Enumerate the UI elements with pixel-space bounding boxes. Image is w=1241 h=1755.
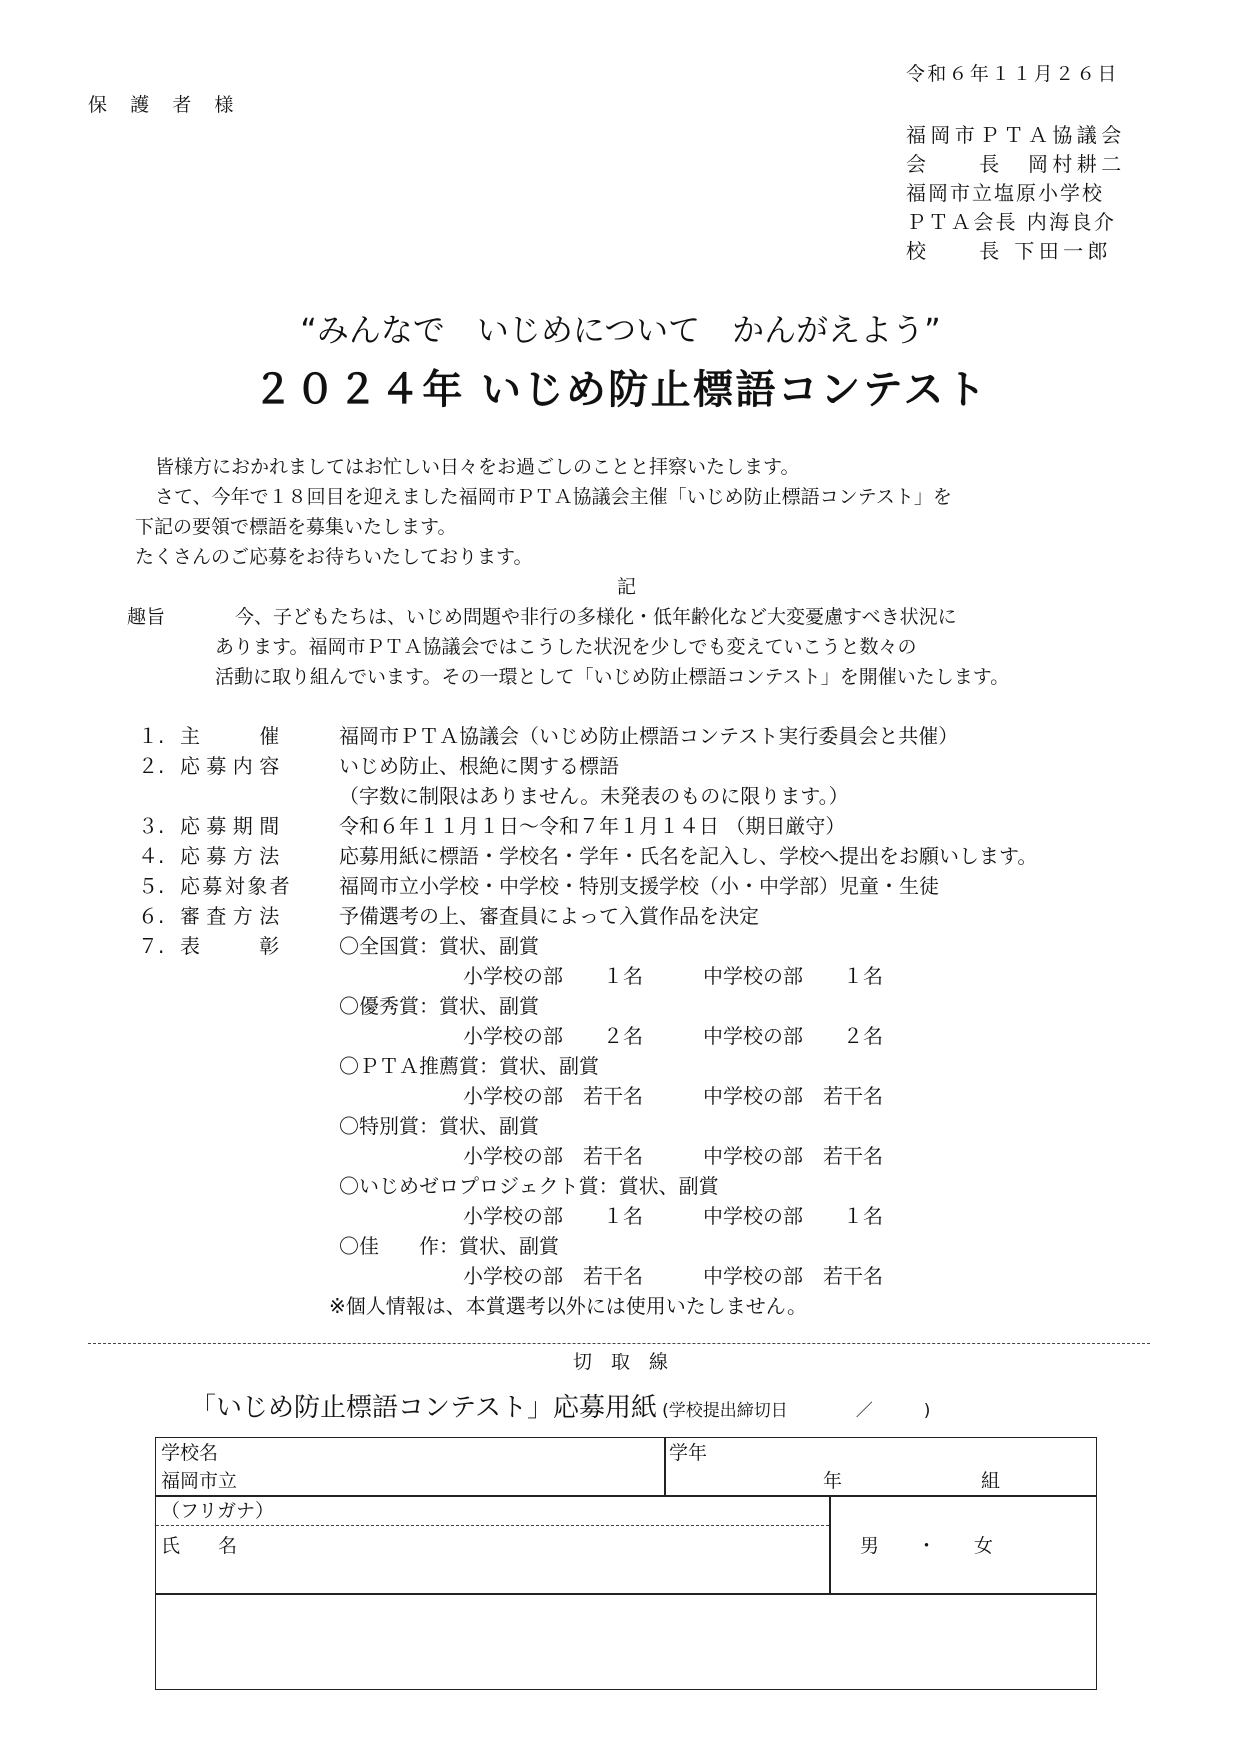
item-text: 予備選考の上、審査員によって入賞作品を決定 [339,904,759,928]
item-text: 応募用紙に標語・学校名・学年・氏名を記入し、学校へ提出をお願いします。 [339,844,1038,868]
item-number: ６. [138,904,165,928]
slogan-entry-field[interactable] [156,1595,1096,1689]
item-label: 応募内容 [180,754,286,778]
purpose-line: あります。福岡市ＰＴＡ協議会ではこうした状況を少しでも変えていこうと数々の [215,636,917,658]
furigana-divider [156,1525,829,1526]
ki-heading: 記 [617,576,637,598]
school-field[interactable]: 福岡市立 [161,1470,238,1492]
gender-select[interactable]: 男 ・ 女 [860,1535,994,1557]
furigana-field[interactable]: （フリガナ） [161,1500,275,1522]
award-count-elementary: 小学校の部 若干名 [463,1264,643,1288]
award-title: 〇佳 作：賞状、副賞 [339,1234,559,1258]
award-count-junior: 中学校の部 １名 [703,1204,883,1228]
list-item-note [339,783,849,809]
sender-line: 福岡市ＰＴＡ協議会 [906,123,1126,147]
cut-line-label: 切 取 線 [572,1351,668,1373]
form-row-divider [156,1495,1096,1497]
item-text: （字数に制限はありません。未発表のものに限ります。） [339,784,849,808]
sender-line: ＰＴＡ会長 内海良介 [906,210,1117,234]
purpose-label: 趣旨 [127,606,166,628]
list-item [138,903,759,929]
award-title: 〇ＰＴＡ推薦賞：賞状、副賞 [339,1054,599,1078]
item-number: ２. [138,754,165,778]
award-title: 〇優秀賞：賞状、副賞 [339,994,539,1018]
item-text: 福岡市ＰＴＡ協議会（いじめ防止標語コンテスト実行委員会と共催） [339,724,959,748]
item-number: ５. [138,874,165,898]
item-text: 〇全国賞：賞状、副賞 [339,934,539,958]
page-title: ２０２４年 いじめ防止標語コンテスト [252,367,989,413]
form-deadline: (学校提出締切日 ／ ) [662,1401,931,1421]
award-count-elementary: 小学校の部 若干名 [463,1144,643,1168]
item-number: ７. [138,934,165,958]
school-label: 学校名 [161,1442,219,1464]
award-count-junior: 中学校の部 ２名 [703,1024,883,1048]
item-label: 主 催 [180,724,286,748]
form-heading [190,1392,930,1424]
item-label: 審査方法 [180,904,286,928]
sender-line: 福岡市立塩原小学校 [906,181,1104,205]
grade-label: 学年 [669,1442,708,1464]
list-item [138,723,958,749]
item-number: ３. [138,814,165,838]
intro-line: さて、今年で１８回目を迎えました福岡市ＰＴＡ協議会主催「いじめ防止標語コンテスト」を [155,486,952,508]
award-count-elementary: 小学校の部 １名 [463,964,643,988]
list-item [138,933,539,959]
item-label: 応募期間 [180,814,286,838]
list-item [138,813,845,839]
award-count-elementary: 小学校の部 若干名 [463,1084,643,1108]
form-col-divider [664,1438,666,1495]
document-date: 令和６年１１月２６日 [906,63,1119,85]
list-item [138,873,939,899]
award-count-elementary: 小学校の部 ２名 [463,1024,643,1048]
addressee: 保 護 者 様 [88,94,242,116]
award-count-junior: 中学校の部 １名 [703,964,883,988]
award-title: 〇特別賞：賞状、副賞 [339,1114,539,1138]
purpose-line: 活動に取り組んでいます。その一環として「いじめ防止標語コンテスト」を開催いたします。 [215,666,1010,688]
slogan: “みんなで いじめについて かんがえよう” [300,311,941,349]
cut-line-divider [88,1343,1150,1344]
grade-class-field[interactable]: 組 [981,1470,1001,1492]
privacy-note: ※個人情報は、本賞選考以外には使用いたしません。 [329,1294,807,1318]
award-count-elementary: 小学校の部 １名 [463,1204,643,1228]
entry-form [155,1437,1097,1690]
item-text: 福岡市立小学校・中学校・特別支援学校（小・中学部）児童・生徒 [339,874,939,898]
sender-line: 校 長 下田一郎 [906,239,1112,263]
award-count-junior: 中学校の部 若干名 [703,1264,883,1288]
intro-line: たくさんのご応募をお待ちいたしております。 [135,546,533,568]
form-col-divider [829,1495,831,1593]
item-label: 表 彰 [180,934,286,958]
item-number: １. [138,724,165,748]
item-text: いじめ防止、根絶に関する標語 [339,754,619,778]
name-field[interactable]: 氏 名 [161,1535,238,1557]
intro-line: 下記の要領で標語を募集いたします。 [135,516,457,538]
item-label: 応募方法 [180,844,286,868]
award-count-junior: 中学校の部 若干名 [703,1144,883,1168]
award-count-junior: 中学校の部 若干名 [703,1084,883,1108]
form-title: 「いじめ防止標語コンテスト」応募用紙 [190,1393,657,1423]
item-text: 令和６年１１月１日～令和７年１月１４日 （期日厳守） [339,814,846,838]
sender-line: 会 長 岡村耕二 [906,152,1126,176]
award-title: 〇いじめゼロプロジェクト賞：賞状、副賞 [339,1174,719,1198]
list-item [138,843,1037,869]
item-label: 応募対象者 [180,874,292,898]
purpose-line: 今、子どもたちは、いじめ問題や非行の多様化・低年齢化など大変憂慮すべき状況に [235,606,957,628]
item-number: ４. [138,844,165,868]
list-item [138,753,619,779]
intro-line: 皆様方におかれましてはお忙しい日々をお過ごしのことと拝察いたします。 [155,456,800,478]
grade-year-field[interactable]: 年 [823,1470,843,1492]
